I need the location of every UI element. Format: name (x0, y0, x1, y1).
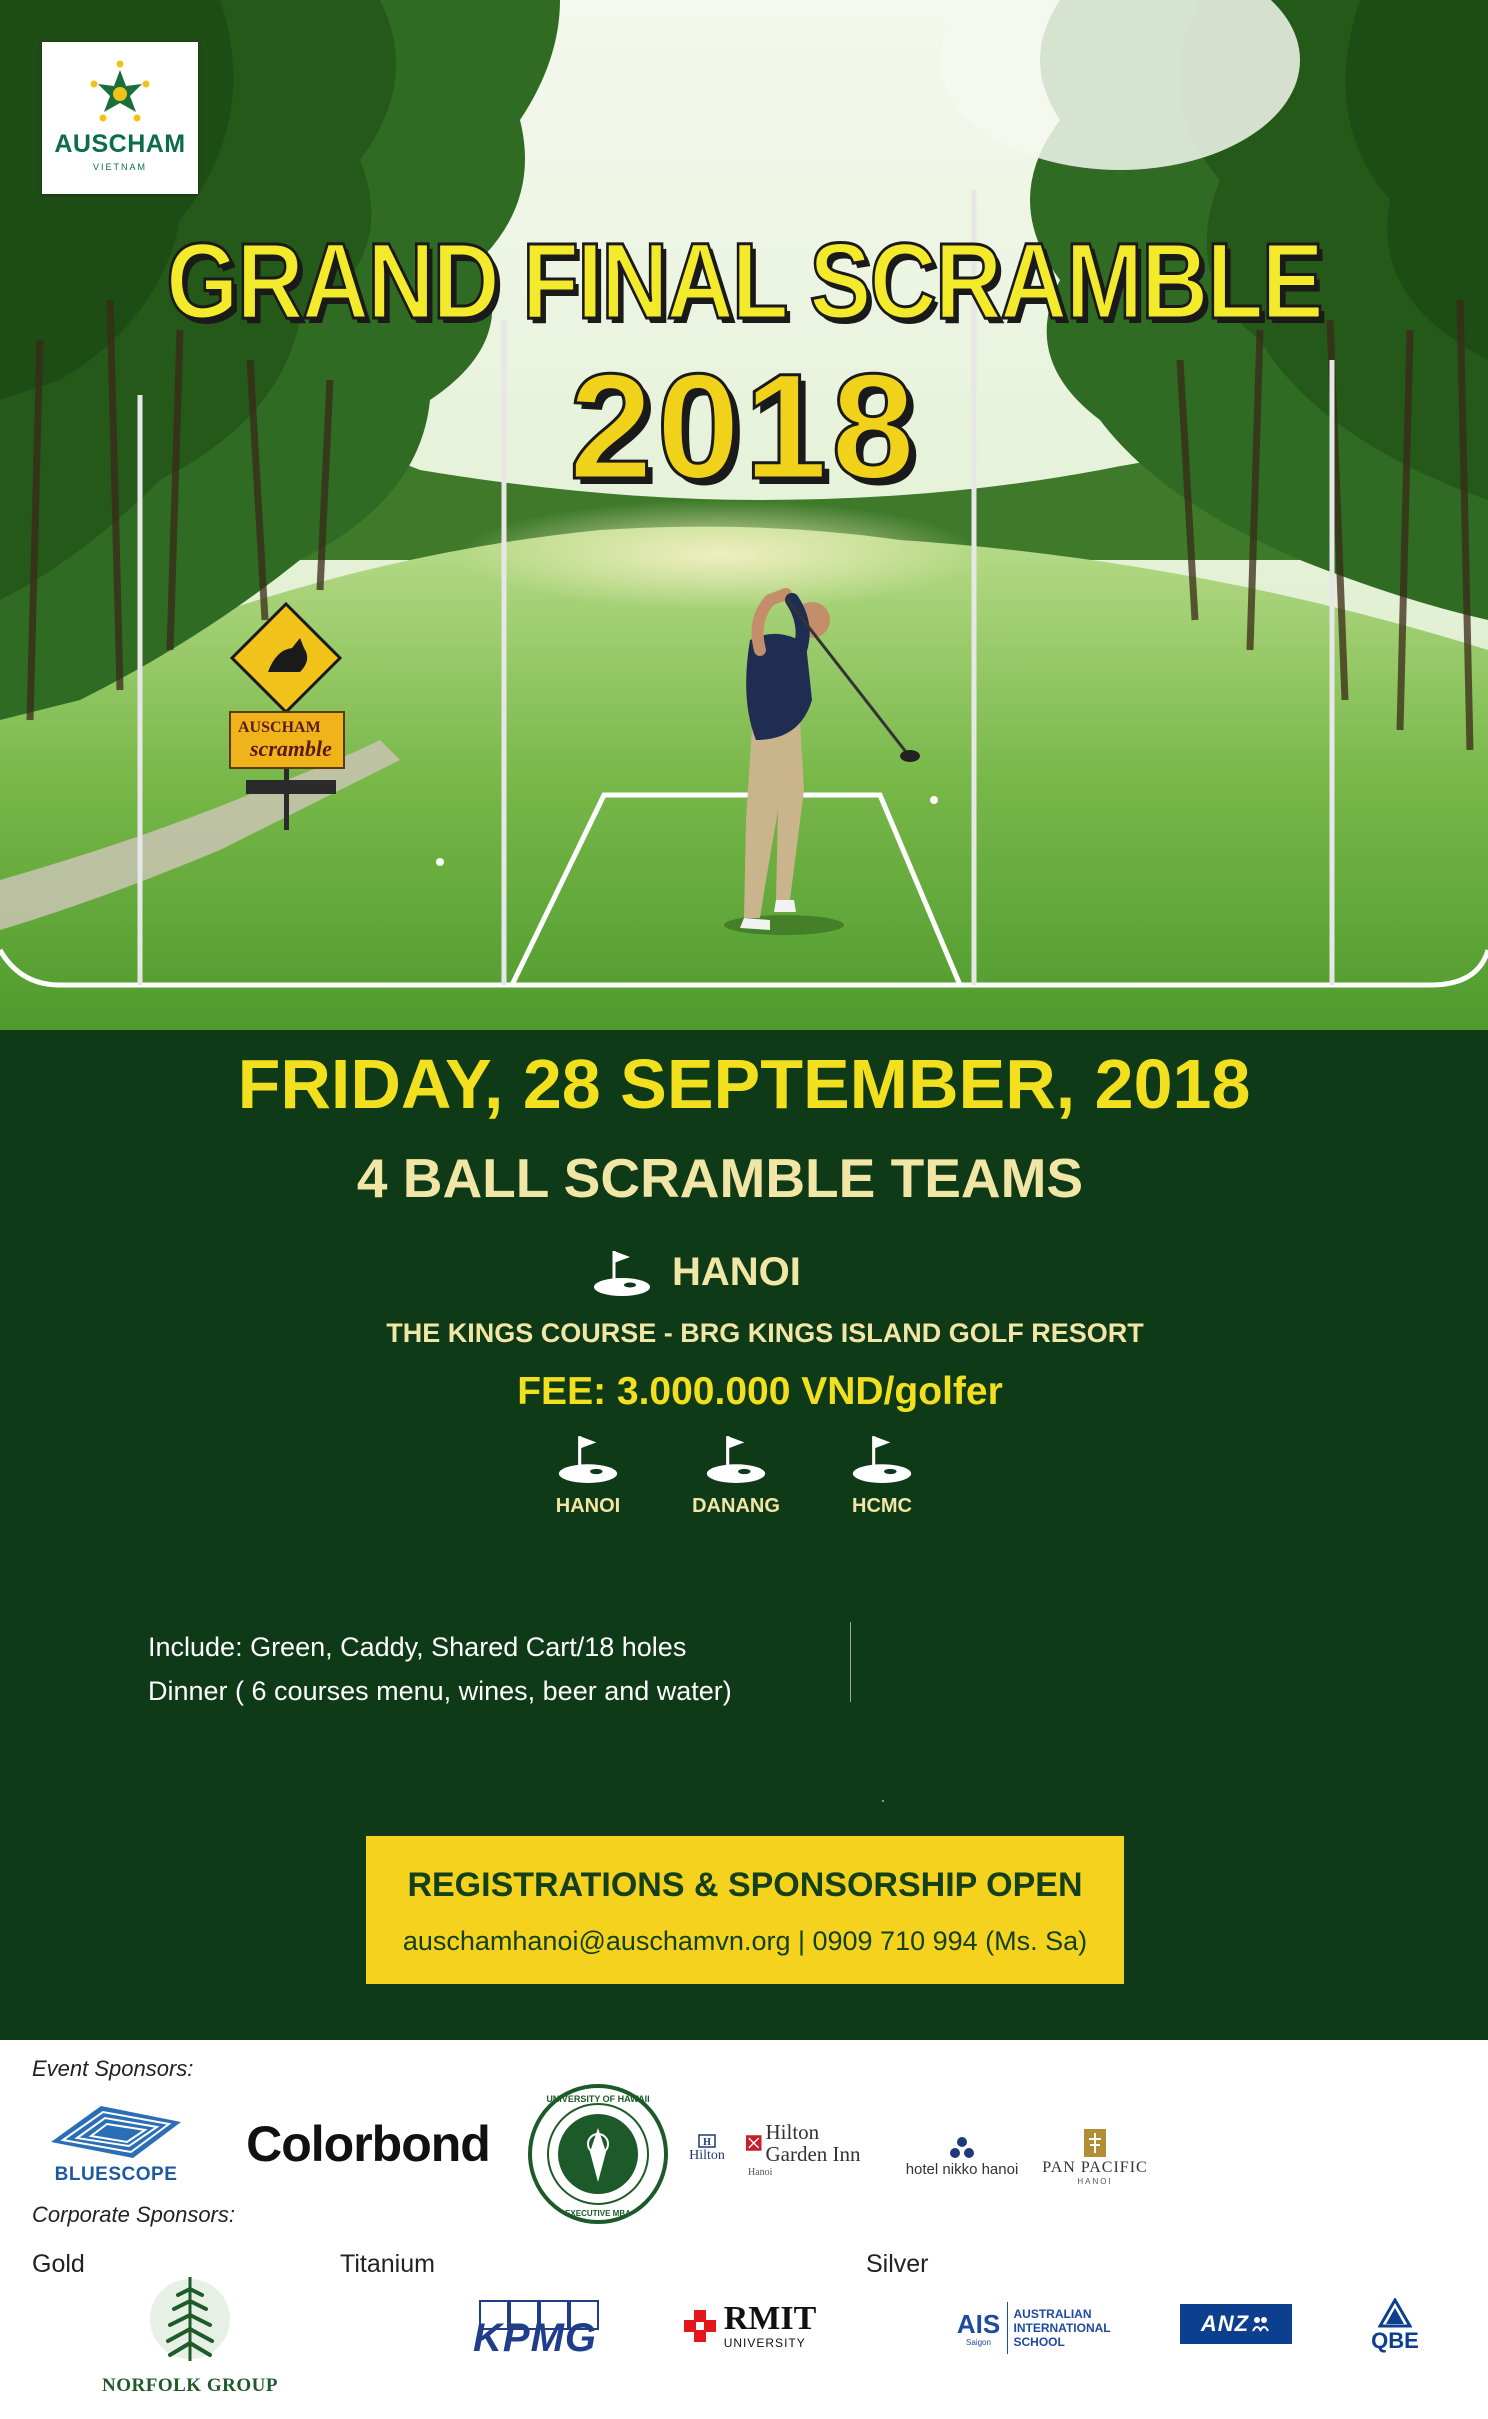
qbe-wordmark: QBE (1371, 2328, 1419, 2353)
colorbond-wordmark: Colorbond (246, 2116, 490, 2172)
event-format: 4 BALL SCRAMBLE TEAMS (356, 1147, 1084, 1209)
tier-titanium: Titanium (340, 2250, 435, 2278)
norfolk-wordmark: NORFOLK GROUP (102, 2375, 278, 2396)
location-row (590, 1242, 801, 1302)
logo-country: VIETNAM (92, 162, 147, 172)
kpmg-wordmark: KPMG (473, 2316, 597, 2360)
inclusion-item: Include: Green, Caddy, Shared Cart/18 holes (148, 1632, 687, 1662)
anz-logo (1180, 2304, 1292, 2344)
norfolk-group-logo (80, 2258, 300, 2408)
qbe-triangle-icon (1378, 2298, 1412, 2328)
city-label: HANOI (555, 1495, 621, 1517)
golf-flag-icon (553, 1432, 623, 1484)
event-title: GRAND FINAL SCRAMBLE (166, 220, 1322, 341)
bluescope-logo (36, 2098, 196, 2190)
golf-flag-icon (590, 1247, 654, 1297)
auscham-star-icon (42, 42, 198, 132)
hilton-garden-sub: Hanoi (748, 2166, 773, 2178)
pan-pacific-sub: HANOI (1077, 2176, 1113, 2186)
tier-silver: Silver (866, 2250, 929, 2278)
nikko-wordmark: hotel nikko hanoi (905, 2160, 1019, 2178)
hilton-garden-wordmark: Hilton Garden Inn (765, 2119, 861, 2166)
svg-text:UNIVERSITY OF HAWAII: UNIVERSITY OF HAWAII (546, 2094, 650, 2104)
city-label: HCMC (852, 1495, 912, 1517)
tier-gold: Gold (32, 2250, 85, 2278)
svg-text:H: H (703, 2137, 711, 2148)
colorbond-logo (228, 2114, 508, 2174)
hilton-wordmark: Hilton (689, 2148, 725, 2163)
divider-dot (882, 1800, 884, 1802)
bluescope-wordmark: BLUESCOPE (54, 2164, 178, 2185)
venue-name: THE KINGS COURSE - BRG KINGS ISLAND GOLF RESORT (386, 1318, 1144, 1348)
inclusion-item: Dinner ( 6 courses menu, wines, beer and water) (148, 1676, 732, 1706)
norfolk-pine-icon (148, 2269, 232, 2369)
sign-text: scramble (250, 736, 332, 761)
auscham-logo (42, 42, 198, 194)
location-city: HANOI (672, 1249, 801, 1294)
registration-box (366, 1836, 1124, 1984)
registration-title: REGISTRATIONS & SPONSORSHIP OPEN (407, 1866, 1083, 1904)
divider (850, 1622, 851, 1702)
anz-people-icon (1249, 2313, 1271, 2335)
sponsors-section (0, 2040, 1488, 2419)
rmit-sub: UNIVERSITY (723, 2336, 806, 2350)
hilton-garden-mark-icon (746, 2132, 762, 2154)
inclusions-list (148, 1625, 732, 1713)
city-danang (676, 1432, 796, 1518)
svg-text:EXECUTIVE MBA: EXECUTIVE MBA (565, 2209, 631, 2218)
rmit-pixel-icon (680, 2306, 720, 2346)
bluescope-mark-icon (41, 2102, 191, 2164)
registration-contact[interactable]: auschamhanoi@auschamvn.org | 0909 710 994 (Ms. Sa) (402, 1926, 1088, 1956)
event-sponsors-label: Event Sponsors: (32, 2056, 194, 2081)
ais-logo (948, 2292, 1132, 2364)
anz-wordmark: ANZ (1200, 2311, 1250, 2336)
logo-name: AUSCHAM (54, 130, 186, 158)
ais-wordmark: AUSTRALIAN INTERNATIONAL SCHOOL (1013, 2307, 1111, 2349)
city-hanoi (528, 1432, 648, 1518)
entry-fee: FEE: 3.000.000 VND/golfer (517, 1370, 1003, 1413)
ais-mark: AIS (956, 2308, 1001, 2339)
pan-pacific-wordmark: PAN PACIFIC (1042, 2158, 1148, 2176)
university-of-hawaii-seal (524, 2080, 672, 2228)
hawaii-seal-icon (526, 2082, 670, 2226)
rmit-wordmark: RMIT (723, 2300, 817, 2337)
hilton-hanoi-opera-logo (680, 2124, 734, 2174)
golf-course-illustration (0, 0, 1488, 1030)
ais-sub: Saigon (966, 2337, 991, 2347)
city-hcmc (822, 1432, 942, 1518)
event-date: FRIDAY, 28 SEPTEMBER, 2018 (237, 1045, 1251, 1123)
nikko-mark-icon (947, 2135, 977, 2161)
kpmg-logo (462, 2296, 618, 2360)
golf-flag-icon (701, 1432, 771, 1484)
corporate-sponsors-label: Corporate Sponsors: (32, 2202, 235, 2227)
hero-golf-course-image (0, 0, 1488, 1030)
rmit-logo (664, 2294, 832, 2358)
pan-pacific-mark-icon (1082, 2127, 1108, 2159)
hotel-nikko-logo (898, 2128, 1026, 2184)
event-year: 2018 (569, 342, 919, 510)
hilton-mark-icon (698, 2134, 716, 2148)
qbe-logo (1360, 2288, 1430, 2364)
golf-flag-icon (847, 1432, 917, 1484)
sign-brand: AUSCHAM (238, 719, 321, 736)
pan-pacific-logo (1040, 2120, 1150, 2192)
city-label: DANANG (692, 1495, 780, 1517)
hilton-garden-inn-logo (746, 2118, 874, 2180)
